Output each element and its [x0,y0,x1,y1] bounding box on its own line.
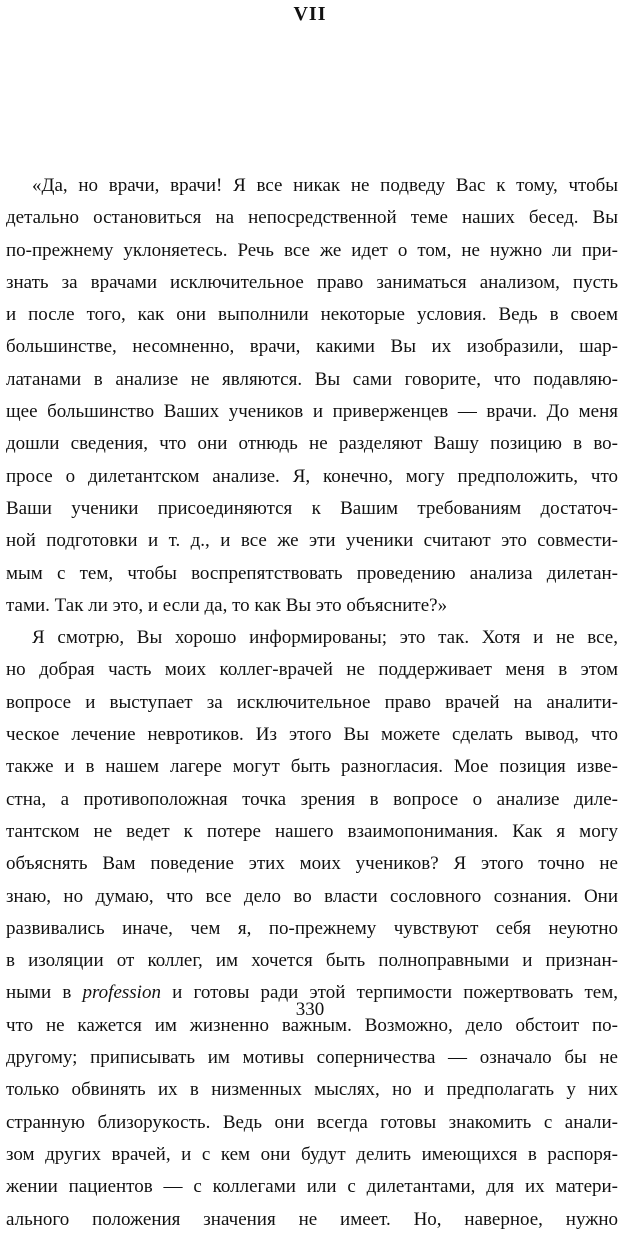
italic-term: profession [82,982,161,1004]
text-line: Ваши ученики присоединяются к Вашим требованиям достаточ- [6,497,618,519]
text-line: «Да, но врачи, врачи! Я все никак не подведу Вас к тому, чтобы [32,175,618,196]
text-line: стна, а противоположная точка зрения в вопросе о анализе диле- [6,788,618,810]
text-line: в изоляции от коллег, им хочется быть полноправными и признан- [6,950,618,972]
text-line: Я смотрю, Вы хорошо информированы; это так. Хотя и не все, [32,627,618,649]
chapter-heading: VII [293,3,327,25]
text-line: другому; приписывать им мотивы соперничества — означало бы не [6,1047,618,1069]
text-line: тантском не ведет к потере нашего взаимопонимания. Как я могу [6,820,618,842]
text-line: объяснять Вам поведение этих моих учеников? Я этого точно не [6,853,618,875]
text-line: но добрая часть моих коллег-врачей не поддерживает меня в этом [6,659,618,681]
text-line: знать за врачами исключительное право заниматься анализом, пусть [6,271,618,293]
text-line: тами. Так ли это, и если да, то как Вы это объясните?» [6,594,448,616]
text-line: жении пациентов — с коллегами или с дилетантами, для их матери- [6,1176,618,1198]
text-line: зом других врачей, и с кем они будут делить имеющихся в распоря- [6,1143,618,1165]
text-line: детально остановиться на непосредственной теме наших бесед. Вы [6,207,618,229]
paragraph [6,622,618,1236]
text-line: большинстве, несомненно, врачи, какими Вы их изобразили, шар- [6,336,618,358]
text-fragment: и готовы ради этой терпимости пожертвовать тем, [160,982,618,1004]
text-line: дошли сведения, что они отнюдь не разделяют Вашу позицию в во- [6,433,618,455]
page-number: 330 [295,999,325,1020]
text-line: развивались иначе, чем я, по-прежнему чувствуют себя неуютно [6,917,618,939]
text-line: также и в нашем лагере могут быть разногласия. Мое позиция изве- [6,756,618,778]
text-line: щее большинство Ваших учеников и приверженцев — врачи. До меня [6,401,618,423]
text-line: ческое лечение невротиков. Из этого Вы можете сделать вывод, что [6,724,618,746]
paragraph [6,170,618,622]
text-line: странную близорукость. Ведь они всегда готовы знакомить с анали- [6,1111,618,1133]
text-line: просе о дилетантском анализе. Я, конечно, могу предположить, что [6,465,618,487]
text-line: знаю, но думаю, что все дело во власти сословного сознания. Они [6,885,618,907]
text-line: вопросе и выступает за исключительное право врачей на аналити- [6,691,618,713]
text-line: только обвинять их в низменных мыслях, но и предполагать у них [6,1079,618,1101]
text-line: по-прежнему уклоняетесь. Речь все же идет о том, не нужно ли при- [6,239,618,261]
text-line: ной подготовки и т. д., и все же эти ученики считают это совмести- [6,530,618,552]
text-line: латанами в анализе не являются. Вы сами говорите, что подавляю- [6,368,618,390]
text-line: и после того, как они выполнили некоторые условия. Ведь в своем [6,304,618,326]
body-text [6,170,618,1236]
text-line: мым с тем, чтобы воспрепятствовать проведению анализа дилетан- [6,562,618,584]
text-line: что не кажется им жизненно важным. Возможно, дело обстоит по- [6,1014,618,1036]
text-fragment: ными в [6,982,83,1004]
text-line: ального положения значения не имеет. Но, наверное, нужно [6,1208,618,1230]
